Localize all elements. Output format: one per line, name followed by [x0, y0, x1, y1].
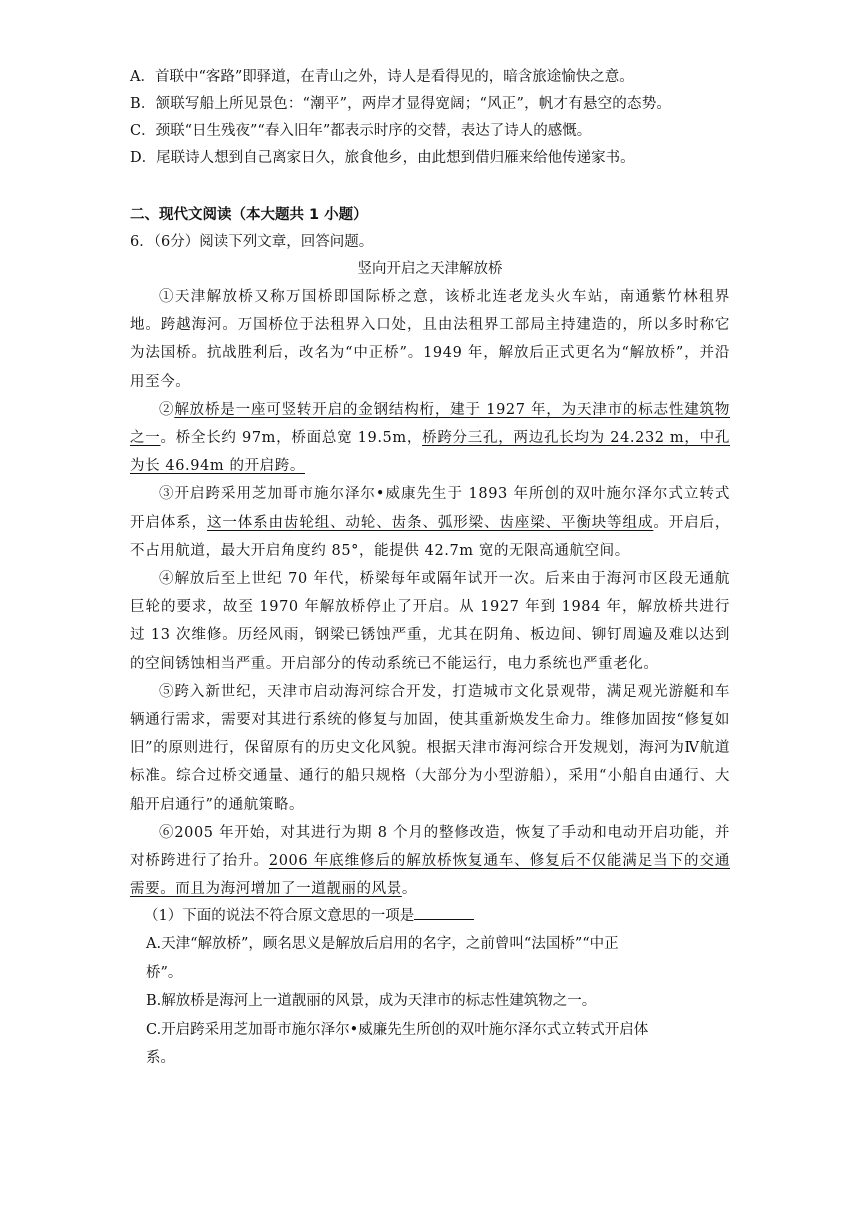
article-paragraph — [130, 819, 730, 904]
paragraph-text: ⑤跨入新世纪，天津市启动海河综合开发，打造城市文化景观带，满足观光游艇和车辆通行需求，需要对其进行系统的修复与加固，使其重新焕发生命力。维修加固按“修复如旧”的原则进行，保留原有的历史文化风貌。根据天津市海河综合开发规划，海河为Ⅳ航道标准。综合过桥交通量、通行的船只规格（大部分为小型游船），采用“小船自由通行、大船开启通行”的通航策略。 — [130, 683, 730, 813]
article-body — [130, 283, 730, 903]
section-title: 二、现代文阅读（本大题共 1 小题） — [130, 207, 368, 223]
sub-option-a-line2: 桥”。 — [146, 964, 183, 981]
article-paragraph — [130, 565, 730, 678]
paragraph-text: ⑥2005 年开始，对其进行为期 8 个月的整修改造，恢复了手动和电动开启功能，并对桥跨进行了抬升。 — [130, 824, 730, 870]
paragraph-text: 。开启后，不占用航道，最大开启角度约 85°，能提供 42.7m 宽的无限高通航空间。 — [130, 514, 731, 559]
question-stem: 6．（6分）阅读下列文章，回答问题。 — [130, 234, 374, 250]
article-paragraph — [130, 480, 730, 565]
paragraph-text: ④解放后至上世纪 70 年代，桥梁每年或隔年试开一次。后来由于海河市区段无通航巨轮的要求，故至 1970 年解放桥停止了开启。从 1927 年到 1984 年，解放桥共进行过 13 次维修。历经风雨，钢梁已锈蚀严重，尤其在阴角、板边间、铆钉周遍及难以达到的空间锈蚀相当严重。开启部分的传动系统已不能运行，电力系统也严重老化。 — [130, 571, 730, 672]
sub-options — [130, 930, 730, 1073]
exam-page — [130, 64, 730, 1073]
article-paragraph — [130, 283, 730, 396]
q5-option-d: D．尾联诗人想到自己离家日久，旅食他乡，由此想到借归雁来给他传递家书。 — [130, 150, 635, 166]
paragraph-text: ③开启跨采用芝加哥市施尔泽尔•威康先生于 1893 年所创的双叶施尔泽尔式立转式开启体系， — [130, 486, 730, 531]
q5-option-c: C．颈联“日生残夜”“春入旧年”都表示时序的交替，表达了诗人的感慨。 — [130, 123, 592, 139]
sub-option-b-line1: B.解放桥是海河上一道靓丽的风景，成为天津市的标志性建筑物之一。 — [146, 993, 597, 1010]
q5-options — [130, 64, 730, 172]
article-title: 竖向开启之天津解放桥 — [357, 261, 503, 277]
paragraph-text: 。桥全长约 97m，桥面总宽 19.5m， — [160, 430, 423, 447]
underlined-text: 桥跨分三孔，两边孔长均为 24.232 m，中孔为长 46.94m 的开启跨。 — [130, 430, 730, 475]
paragraph-text: ①天津解放桥又称万国桥即国际桥之意，该桥北连老龙头火车站，南通紫竹林租界地。跨越海河。万国桥位于法租界入口处，且由法租界工部局主持建造的，所以多时称它为法国桥。抗战胜利后，改名为“中正桥”。1949 年，解放后正式更名为“解放桥”，并沿用至今。 — [130, 289, 730, 390]
underlined-text: 2006 年底维修后的解放桥恢复通车、修复后不仅能满足当下的交通需要。而且为海河增加了一道靓丽的风景 — [130, 853, 730, 898]
paragraph-text: ② — [159, 401, 175, 418]
paragraph-text: 。 — [401, 881, 417, 898]
sub-question — [130, 903, 730, 930]
q5-option-b: B．颔联写船上所见景色：“潮平”，两岸才显得宽阔；“风正”，帆才有悬空的态势。 — [130, 96, 672, 112]
q5-option-a: A．首联中“客路”即驿道，在青山之外，诗人是看得见的，暗含旅途愉快之意。 — [130, 69, 634, 85]
underlined-text: 解放桥是一座可竖转开启的金钢结构桁，建于 1927 年，为天津市的标志性建筑物之一 — [130, 401, 730, 447]
underlined-text: 这一体系由齿轮组、动轮、齿条、弧形梁、齿座梁、平衡块等组成 — [206, 514, 654, 531]
article-paragraph — [130, 396, 730, 481]
sub-option-a[interactable] — [130, 930, 730, 987]
sub-option-c-line2: 系。 — [146, 1050, 175, 1067]
sub-option-c-line1: C.开启跨采用芝加哥市施尔泽尔•威廉先生所创的双叶施尔泽尔式立转式开启体 — [146, 1021, 649, 1038]
answer-blank[interactable] — [414, 905, 474, 920]
article-paragraph — [130, 678, 730, 819]
sub-question-text: （1）下面的说法不符合原文意思的一项是 — [144, 908, 415, 925]
sub-option-b[interactable] — [130, 987, 730, 1016]
sub-option-c[interactable] — [130, 1016, 730, 1073]
sub-option-a-line1: A.天津“解放桥”，顾名思义是解放后启用的名字，之前曾叫“法国桥”“中正 — [146, 936, 619, 953]
